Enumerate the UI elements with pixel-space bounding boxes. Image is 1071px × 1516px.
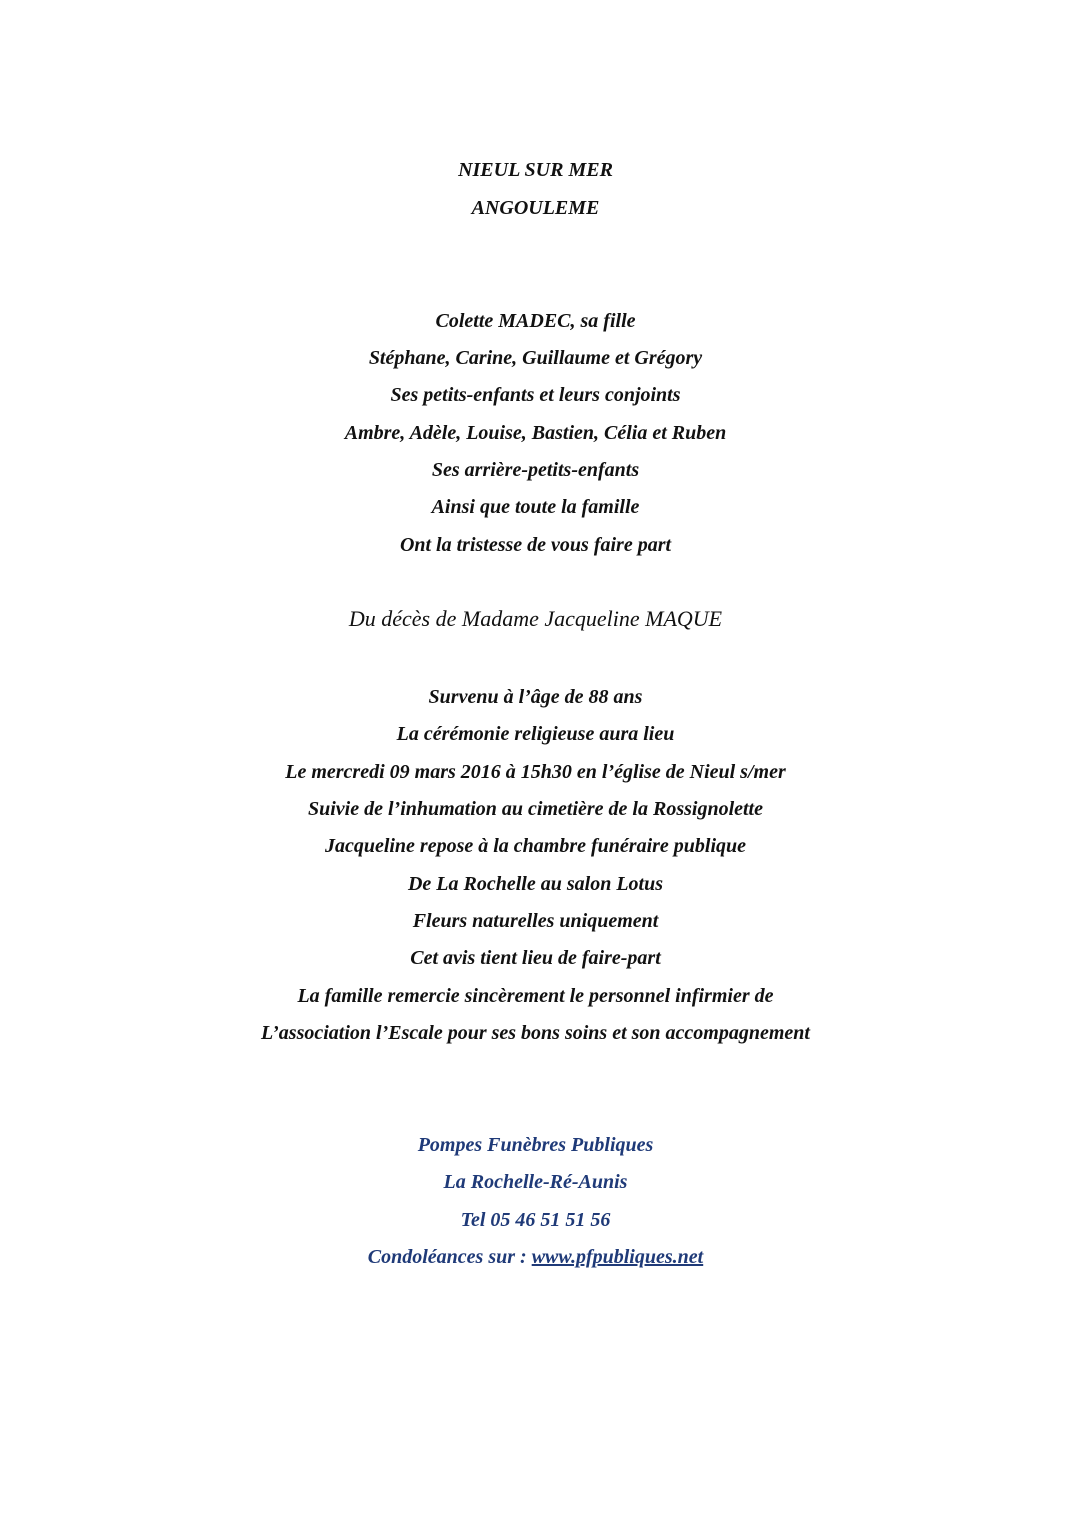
header-line-1: NIEUL SUR MER [458,159,613,181]
details-line-8: Cet avis tient lieu de faire-part [410,947,661,969]
details-line-7: Fleurs naturelles uniquement [412,910,659,932]
family-line-3: Ses petits-enfants et leurs conjoints [390,384,681,406]
family-line-7: Ont la tristesse de vous faire part [399,534,672,556]
details-line-5: Jacqueline repose à la chambre funéraire publique [324,835,747,857]
condolences-link[interactable]: www.pfpubliques.net [531,1246,704,1268]
family-line-1: Colette MADEC, sa fille [435,310,636,332]
header-line-2: ANGOULEME [471,197,600,219]
details-line-6: De La Rochelle au salon Lotus [407,873,663,895]
details-line-9: La famille remercie sincèrement le personnel infirmier de [297,985,774,1007]
footer-phone: Tel 05 46 51 51 56 [460,1209,611,1231]
family-line-2: Stéphane, Carine, Guillaume et Grégory [368,347,703,369]
condolences-label: Condoléances sur : [367,1246,532,1268]
footer-location: La Rochelle-Ré-Aunis [443,1171,628,1193]
details-line-2: La cérémonie religieuse aura lieu [396,723,675,745]
details-line-3: Le mercredi 09 mars 2016 à 15h30 en l’église de Nieul s/mer [285,761,786,783]
footer-condolences [0,1245,1071,1269]
details-line-4: Suivie de l’inhumation au cimetière de la Rossignolette [307,798,763,820]
announcement-title: Du décès de Madame Jacqueline MAQUE [348,606,723,631]
details-line-1: Survenu à l’âge de 88 ans [428,686,643,708]
family-line-5: Ses arrière-petits-enfants [431,459,640,481]
family-line-4: Ambre, Adèle, Louise, Bastien, Célia et Ruben [344,422,727,444]
footer-company: Pompes Funèbres Publiques [417,1134,654,1156]
family-line-6: Ainsi que toute la famille [431,496,640,518]
details-line-10: L’association l’Escale pour ses bons soins et son accompagnement [261,1022,810,1044]
